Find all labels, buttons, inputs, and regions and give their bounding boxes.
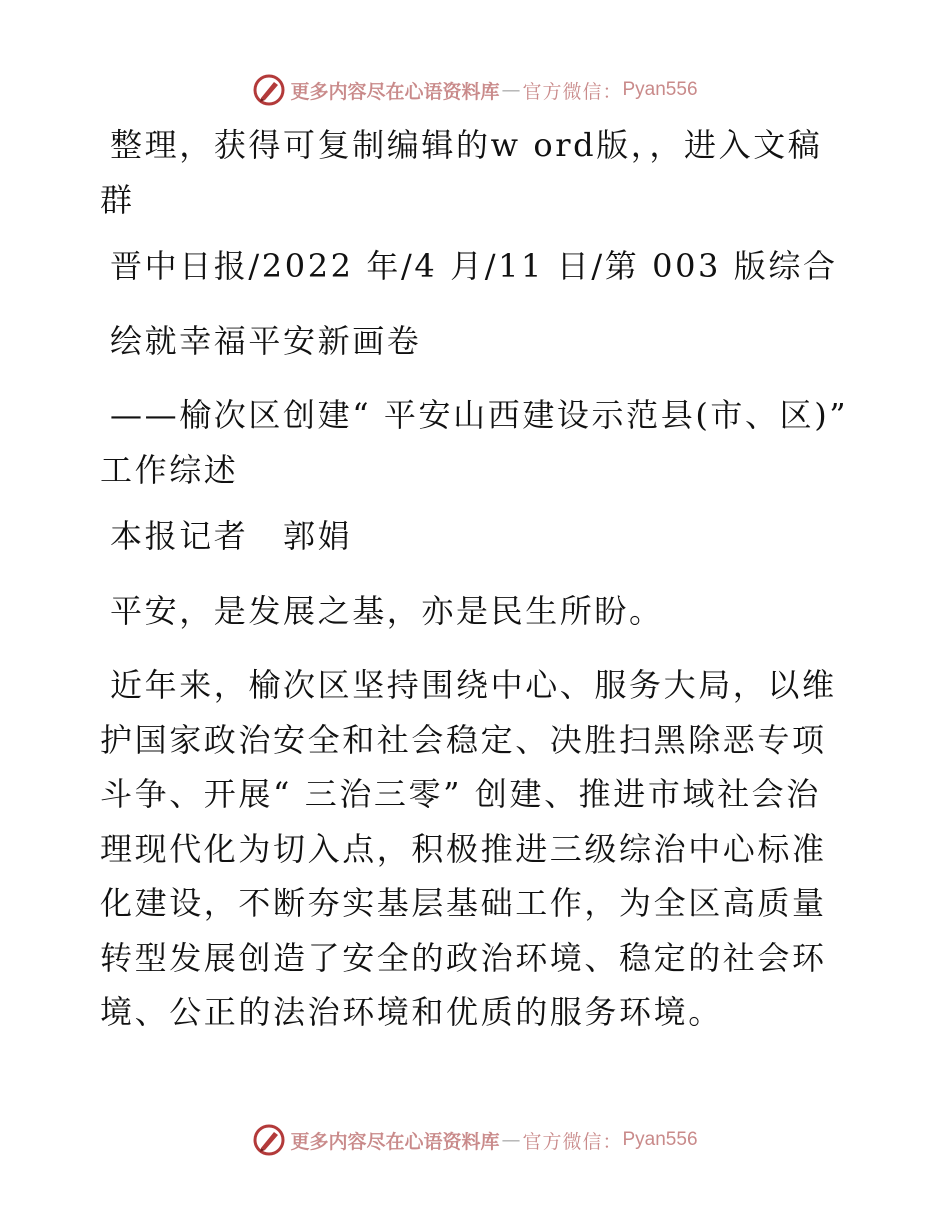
- byline: 本报记者 郭娟: [110, 517, 353, 555]
- watermark-wechat-id: Pyan556: [622, 79, 698, 100]
- watermark-separator: —: [501, 1129, 521, 1151]
- footer-watermark: [0, 1120, 950, 1160]
- watermark-wechat-label: 官方微信：: [522, 80, 623, 103]
- pen-logo-icon: [252, 1123, 286, 1157]
- watermark-wechat-label: 官方微信：: [522, 1130, 623, 1153]
- document-body: [100, 118, 850, 1052]
- source-line: 晋中日报/2022 年/4 月/11 日/第 003 版综合: [110, 247, 838, 285]
- article-title: 绘就幸福平安新画卷: [110, 321, 422, 360]
- watermark-separator: —: [501, 79, 521, 101]
- paragraph-1: 平安，是发展之基，亦是民生所盼。: [110, 591, 664, 630]
- watermark-main-text: 更多内容尽在心语资料库: [290, 80, 500, 103]
- intro-line: 整理，获得可复制编辑的w ord版，，进入文稿群: [100, 126, 823, 219]
- watermark-main-text: 更多内容尽在心语资料库: [290, 1130, 500, 1153]
- pen-logo-icon: [252, 73, 286, 107]
- header-watermark: [0, 70, 950, 110]
- article-subtitle: ——榆次区创建“ 平安山西建设示范县(市、区)” 工作综述: [100, 396, 849, 489]
- paragraph-2: 近年来，榆次区坚持围绕中心、服务大局，以维护国家政治安全和社会稳定、决胜扫黑除恶专项斗争、开展“ 三治三零” 创建、推进市域社会治理现代化为切入点，积极推进三级综治中心标准化建设，不断夯实基层基础工作，为全区高质量转型发展创造了安全的政治环境、稳定的社会环境、公正的法治环境和优质的服务环境。: [100, 666, 837, 1031]
- watermark-wechat-id: Pyan556: [622, 1129, 698, 1150]
